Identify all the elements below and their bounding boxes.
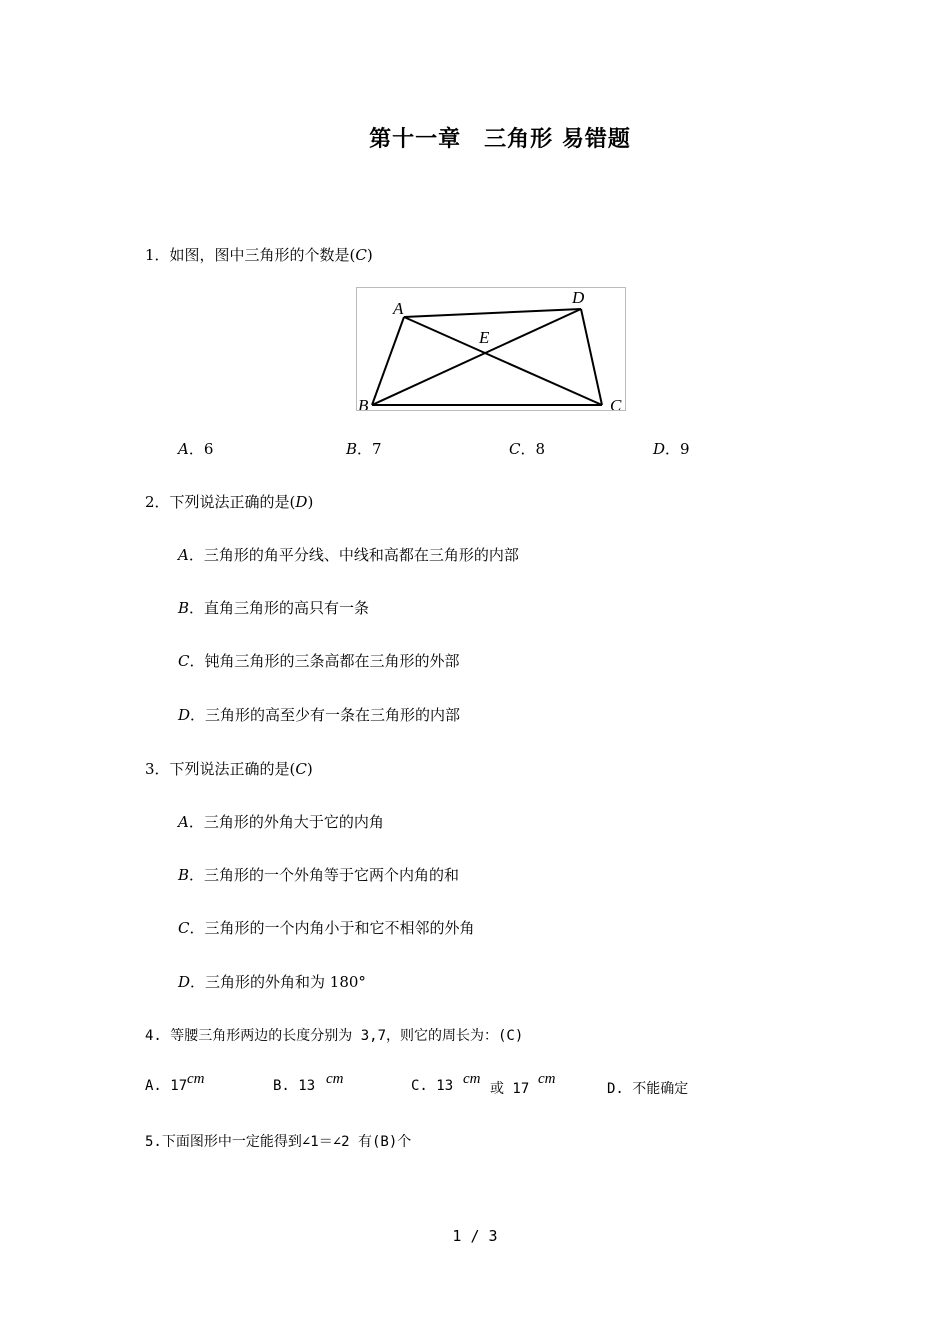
diagonal-bd	[372, 309, 581, 405]
q3-option-b: B．三角形的一个外角等于它两个内角的和	[178, 866, 460, 884]
trapezoid-diagram	[357, 288, 625, 410]
option-a: A．6	[178, 440, 214, 458]
question-4: 4. 等腰三角形两边的长度分别为 3,7，则它的周长为：(C)	[145, 1028, 524, 1044]
question-text: 下列说法正确的是(	[169, 760, 296, 778]
question-2: 2．下列说法正确的是(D)	[145, 493, 314, 511]
question-text: 下列说法正确的是(	[169, 493, 296, 511]
q3-option-d: D．三角形的外角和为 180°	[178, 973, 366, 991]
diagonal-ac	[404, 317, 602, 405]
option-d: D．9	[653, 440, 690, 458]
q2-option-b: B．直角三角形的高只有一条	[178, 599, 370, 617]
q2-option-a: A．三角形的角平分线、中线和高都在三角形的内部	[178, 546, 519, 564]
q4-option-a: A. 17	[145, 1078, 188, 1094]
unit-cm: cm	[463, 1071, 481, 1087]
q3-option-c: C．三角形的一个内角小于和它不相邻的外角	[178, 919, 475, 937]
label-a: A	[393, 299, 404, 318]
q4-option-c: C. 13	[411, 1078, 454, 1094]
label-d: D	[572, 288, 585, 307]
label-c: C	[610, 396, 622, 410]
label-b: B	[358, 396, 369, 410]
question-number: 1．	[145, 246, 170, 264]
answer: C	[355, 246, 367, 264]
q4-option-d: D. 不能确定	[607, 1081, 689, 1097]
q4-option-b: B. 13	[273, 1078, 316, 1094]
unit-cm: cm	[538, 1071, 556, 1087]
q4-option-c-alt: 或 17	[490, 1081, 530, 1097]
segment-dc	[581, 309, 602, 405]
q3-option-a: A．三角形的外角大于它的内角	[178, 813, 384, 831]
question-text: 如图，图中三角形的个数是(	[169, 246, 356, 264]
answer: D	[295, 493, 308, 511]
segment-ad	[404, 309, 581, 317]
option-b: B．7	[346, 440, 382, 458]
label-e: E	[479, 328, 490, 347]
unit-cm: cm	[326, 1071, 344, 1087]
trapezoid-figure	[356, 287, 626, 411]
option-c: C．8	[509, 440, 546, 458]
page-title: 第十一章 三角形 易错题	[369, 126, 631, 152]
q2-option-d: D．三角形的高至少有一条在三角形的内部	[178, 706, 461, 724]
question-number: 3．	[145, 760, 170, 778]
question-5: 5.下面图形中一定能得到∠1＝∠2 有(B)个	[145, 1134, 412, 1150]
question-number: 2．	[145, 493, 170, 511]
question-1: 1．如图，图中三角形的个数是(C)	[145, 246, 373, 264]
question-3: 3．下列说法正确的是(C)	[145, 760, 313, 778]
page-number: 1 / 3	[452, 1227, 498, 1245]
q2-option-c: C．钝角三角形的三条高都在三角形的外部	[178, 652, 460, 670]
answer: C	[295, 760, 307, 778]
unit-cm: cm	[187, 1071, 205, 1087]
